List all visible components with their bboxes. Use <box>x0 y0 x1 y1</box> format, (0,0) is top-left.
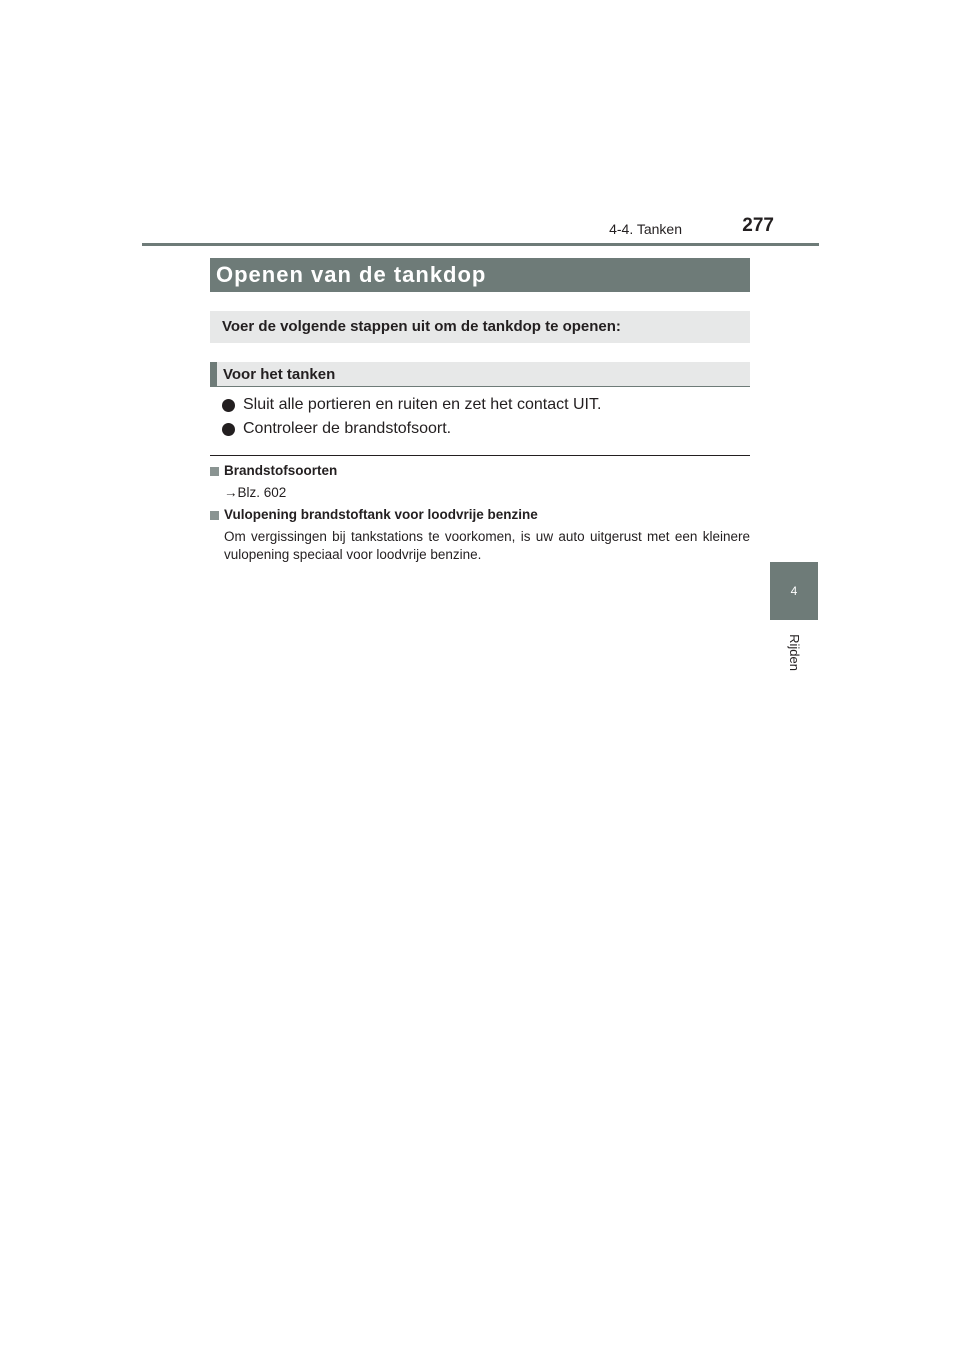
note-title-row <box>210 506 750 524</box>
chapter-label-text: Rijden <box>786 633 802 671</box>
note-title-row <box>210 462 750 480</box>
list-item-text: Controleer de brandstofsoort. <box>243 420 452 437</box>
bullet-list <box>222 393 750 441</box>
list-item <box>222 393 750 417</box>
header-rule <box>142 243 819 246</box>
note-title: Vulopening brandstoftank voor loodvrije benzine <box>224 507 538 522</box>
page-number: 277 <box>742 215 774 236</box>
sub-heading: Voor het tanken <box>210 362 750 387</box>
bullet-dot-icon <box>222 423 235 436</box>
notes-rule <box>210 455 750 456</box>
note-title: Brandstofsoorten <box>224 463 338 478</box>
chapter-number: 4 <box>790 584 798 598</box>
list-item <box>222 417 750 441</box>
note-body: →Blz. 602 <box>224 485 287 500</box>
intro-box: Voer de volgende stappen uit om de tankdop te openen: <box>210 311 750 343</box>
note-filler-neck <box>210 506 750 564</box>
bullet-dot-icon <box>222 399 235 412</box>
note-fuel-types <box>210 462 750 502</box>
chapter-tab <box>770 562 818 620</box>
note-body: Om vergissingen bij tankstations te voorkomen, is uw auto uitgerust met een kleinere vulopening speciaal voor loodvrije benzine. <box>224 529 750 562</box>
chapter-label <box>770 628 818 676</box>
square-bullet-icon <box>210 467 219 476</box>
section-reference: 4-4. Tanken <box>609 221 682 237</box>
list-item-text: Sluit alle portieren en ruiten en zet het contact UIT. <box>243 396 602 413</box>
square-bullet-icon <box>210 511 219 520</box>
page-title: Openen van de tankdop <box>210 258 750 292</box>
